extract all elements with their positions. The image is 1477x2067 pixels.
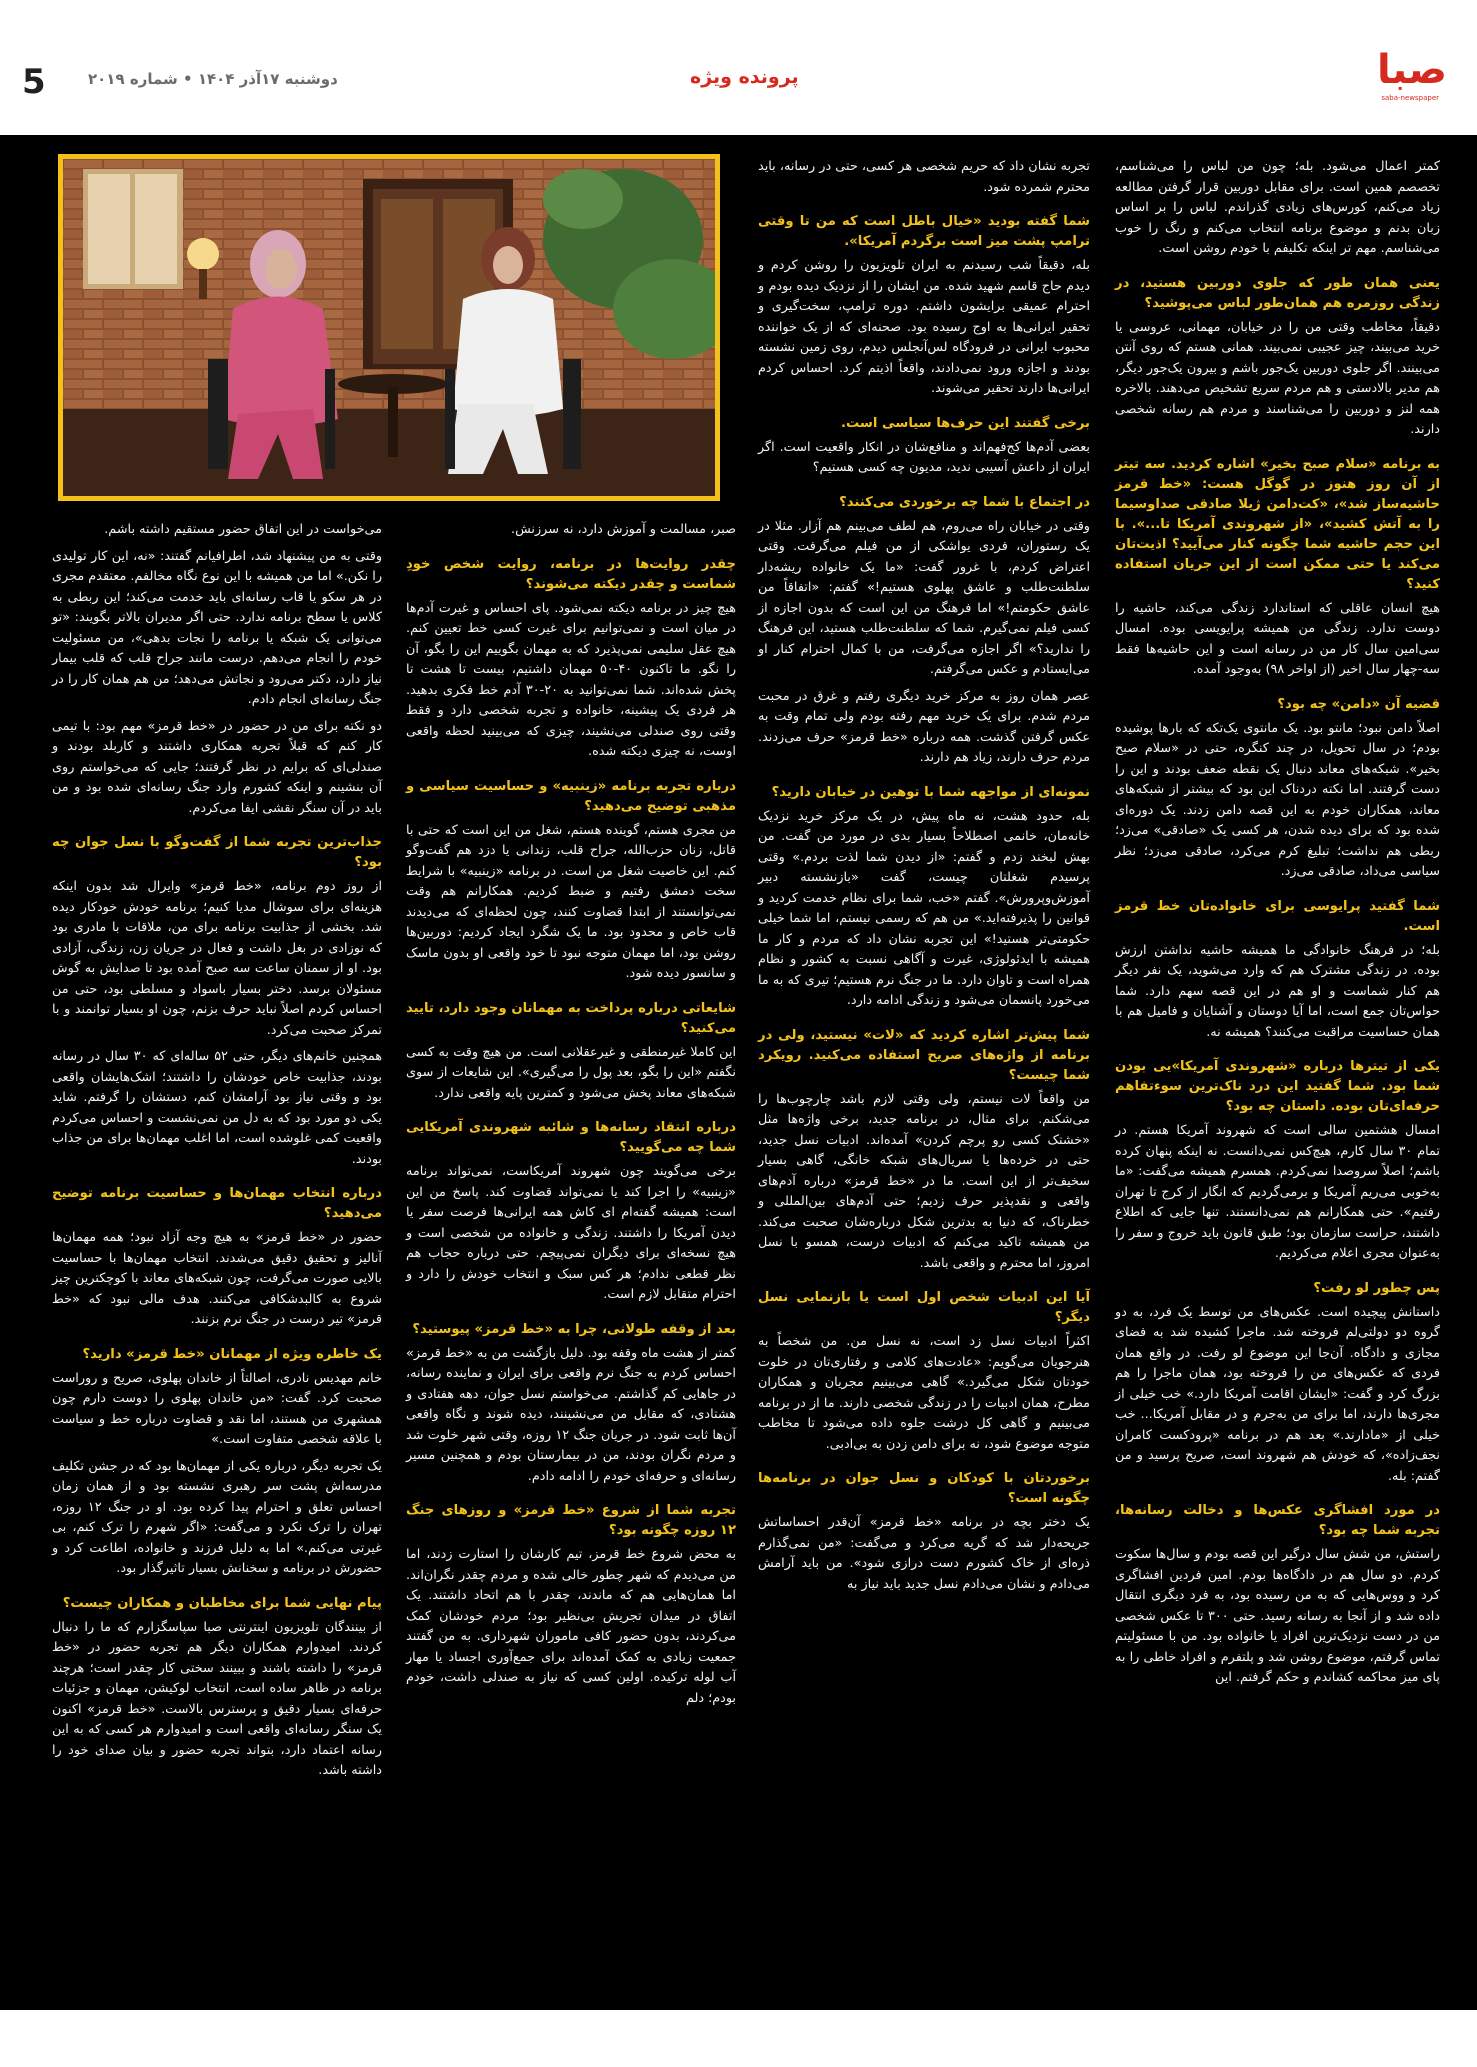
question-heading: یک خاطره ویژه از مهمانان «خط قرمز» دارید؟ — [82, 1346, 382, 1362]
question-heading: قضیه آن «دامن» چه بود؟ — [1277, 696, 1440, 712]
answer-paragraph: راستش، من شش سال درگیر این قصه بودم و سال‌ها سکوت کردم. دو سال هم در دادگاه‌ها بودم. امین فردین افشاگری کرد و ووس‌هایی که به من رسیده بود، به فرد دیگری انتقال داده شد و از آنجا به رسانه رسید. حتی ۳۰۰ تا عکس شخصی من در دست نزدیک‌ترین افراد یا خانواده بود. من با مسئولیتم تماس گرفتم، موضوع روشن شد و پلتفرم و افراد خاطی را به پای میز محاکمه کشاندم و حکم گرفتم. این — [1115, 1547, 1440, 1685]
question-heading: تجربه شما از شروع «خط قرمز» و روزهای جنگ ۱۲ روزه چگونه بود؟ — [406, 1503, 736, 1538]
answer-paragraph: وقتی در خیابان راه می‌روم، هم لطف می‌بینم هم آزار. مثلا در یک رستوران، فردی یواشکی از من فیلم می‌گرفت. وقتی اعتراض کردم، با غرور گفت: «ما یک خانواده ریشه‌دار سلطنت‌طلب و عاشق پهلوی هستیم!» گفتم: «اتفاقاً من عاشق حکومتم!» اما فرهنگ من این است که بدون اجازه از کسی فیلم نمی‌گیرم. شما که سلطنت‌طلب هستید، این فرهنگ را ندارید؟» اگر اجازه می‌گرفت، من با کمال احترام کنار او می‌ایستادم و عکس می‌گرفتم. — [758, 518, 1090, 677]
answer-paragraph: کمتر از هشت ماه وقفه بود. دلیل بازگشت من به «خط قرمز» احساس کردم به جنگ نرم واقعی برای ایران و نماینده رسانه، در جاهایی کم گذاشتم. می‌خواستم نسل جوان، دهه هفتادی و هشتادی، که مقابل من می‌نشینند، دیده شوند و نگاه واقعی آن‌ها ثابت شود. در جریان جنگ ۱۲ روزه، وقتی شهر خلوت شد و مردم نگران بودند، من در بیمارستان بودم و همچنین مسیر رسانه‌ای و حرفه‌ای خودم را ادامه دادم. — [406, 1345, 736, 1484]
article-column-1 — [1115, 157, 1440, 1972]
answer-paragraph: خانم مهدیس نادری، اصالتاً از خاندان پهلوی، صریح و روراست صحبت کرد. گفت: «من خاندان پهلوی را دوست دارم چون همشهری من هستند، اما نقد و قضاوت درباره خط و سیاست با علاقه شخصی متفاوت است.» — [52, 1370, 382, 1447]
answer-paragraph: از بینندگان تلویزیون اینترنتی صبا سپاسگزارم که ما را دنبال کردند. امیدوارم همکاران دیگر هم تجربه حضور در «خط قرمز» را داشته باشند و ببینند سختی کار چقدر است؛ هرچند برنامه در ظاهر ساده است، انتخاب لوکیشن، مهمان و جزئیات حرفه‌ای بسیار دقیق و پرسترس بالاست. «خط قرمز» اکنون یک سنگر رسانه‌ای واقعی است و امیدوارم هر کسی که به این رسانه اعتماد دارد، بتواند تجربه حضور و بیان صدای خود را داشته باشد. — [52, 1619, 382, 1778]
answer-paragraph: برخی می‌گویند چون شهروند آمریکاست، نمی‌تواند برنامه «زینبیه» را اجرا کند یا نمی‌تواند قضاوت کند. پاسخ من این است: همیشه گفته‌ام ای کاش همه ایرانی‌ها فرصت سفر یا دیدن آمریکا را داشتند. زندگی و خانواده من شخصی است و هیچ نسخه‌ای برای دیگران نمی‌پیچم. حتی درباره حجاب هم نظر قطعی ندادم؛ هر کس سبک و انتخاب خودش را دارد و احترام متقابل لازم است. — [406, 1164, 736, 1302]
article-column-2 — [758, 157, 1090, 1972]
newspaper-logo-subtitle: saba-newspaper — [1381, 94, 1439, 102]
answer-paragraph: بله، دقیقاً شب رسیدنم به ایران تلویزیون را روشن کردم و دیدم حاج قاسم شهید شده. من ایشان را از نزدیک دیده بودم و احترام عمیقی برایشون داشتم. دوره ترامپ، سخت‌گیری و تحقیر ایرانی‌ها به اوج رسیده بود. صحنه‌ای که از یک خواننده محبوب ایرانی در فرودگاه لس‌آنجلس دیدم، روی زمین نشسته بودند و اجازه ورود نمی‌دادند، واقعاً اذیتم کرد. احساس کردم ایرانی‌ها دارند تحقیر می‌شوند. — [758, 258, 1090, 396]
question-heading: شما گفته بودید «خیال باطل است که من تا وقتی ترامپ پشت میز است برگردم آمریکا». — [758, 214, 1090, 249]
question-heading: درباره انتخاب مهمان‌ها و حساسیت برنامه توضیح می‌دهید؟ — [52, 1186, 382, 1221]
question-heading: پیام نهایی شما برای مخاطبان و همکاران چیست؟ — [62, 1595, 382, 1611]
question-heading: شما گفتید پرایوسی برای خانواده‌تان خط قرمز است. — [1115, 898, 1440, 934]
answer-paragraph: دقیقاً، مخاطب وقتی من را در خیابان، مهمانی، عروسی یا خرید می‌بیند، چیز عجیبی نمی‌بیند. همانی هستم که روی آنتن می‌بینند. اگر جلوی دوربین یک‌جور باشم و بیرون یک‌جور دیگر، هم مدیر بالادستی و هم مردم سریع تشخیص می‌دهند. بالاخره همه لنز و دوربین را می‌شناسند و مردم هم رسانه شخصی دارند. — [1115, 319, 1440, 437]
question-heading: یکی از تیترها درباره «شهروندی آمریکا»یی بودن شما بود. شما گفتید این درد ناک‌ترین سوءتفاهم حرفه‌ای‌تان بوده. داستان چه بود؟ — [1115, 1059, 1440, 1114]
answer-paragraph: یک تجربه دیگر، درباره یکی از مهمان‌ها بود که در جشن تکلیف مدرسه‌اش پشت سر رهبری نشسته بود و از همان زمان احساس تعلق و احترام پیدا کرده بود. او در جنگ ۱۲ روزه، تهران را ترک نکرد و می‌گفت: «اگر شهرم را ترک کنم، بی غیرتی می‌کنم.» اما به دلیل فرزند و خانواده، اطاعت کرد و حضورش در برنامه و سخنانش بسیار تاثیرگذار بود. — [52, 1458, 382, 1576]
answer-paragraph: یک دختر بچه در برنامه «خط قرمز» آن‌قدر احساساتش جریحه‌دار شد که گریه می‌کرد و می‌گفت: «من نمی‌گذارم ذره‌ای از خاک کشورم دست درازی شود». من باید آرامش می‌دادم و نشان می‌دادم نسل جدید باید نیاز به — [758, 1515, 1090, 1592]
article-column-3 — [406, 520, 736, 1970]
section-title: پرونده ویژه — [690, 66, 799, 88]
question-heading: درباره انتقاد رسانه‌ها و شائبه شهروندی آمریکایی شما چه می‌گویید؟ — [406, 1120, 736, 1155]
question-heading: در اجتماع با شما چه برخوردی می‌کنند؟ — [839, 494, 1090, 510]
question-heading: برخی گفتند این حرف‌ها سیاسی است. — [840, 415, 1090, 431]
answer-paragraph: اکثراً ادبیات نسل زد است، نه نسل من. من شخصاً به هنرجویان می‌گویم: «عادت‌های کلامی و رفتاری‌تان در خلوت خودتان شکل می‌گیرد.» گاهی می‌بینیم مجریان و همکاران مطرح، همان ادبیات را در زندگی شخصی دارند. ما از در برنامه می‌بینیم و گاهی کل درشت جلوه داده می‌شود تا مخاطب متوجه موضوع شود، نه برای دامن زدن به بی‌ادبی. — [758, 1334, 1090, 1452]
answer-paragraph: این کاملا غیرمنطقی و غیرعقلانی است. من هیچ وقت به کسی نگفتم «این را بگو، بعد پول را می‌گیری». این شایعات از سوی شبکه‌های معاند پخش می‌شود و کمترین پایه واقعی ندارد. — [406, 1044, 736, 1101]
article-column-4 — [52, 520, 382, 1970]
answer-paragraph: امسال هشتمین سالی است که شهروند آمریکا هستم. در تمام ۳۰ سال کارم، هیچ‌کس نمی‌دانست. نه اینکه پنهان کرده باشم؛ اصلاً سروصدا نمی‌کردم. همسرم همیشه می‌گفت: «ما به‌خوبی می‌ریم آمریکا و برمی‌گردیم که انگار از کرج تا تهران رفتیم». حتی همکارانم هم نمی‌دانستند. تنها جایی که اطلاع داشتند، حراست سازمان بود؛ طبق قانون باید خروج و سفر را به‌عنوان مجری اعلام می‌کردیم. — [1115, 1123, 1440, 1261]
dateline: دوشنبه ۱۷آذر ۱۴۰۴ • شماره ۲۰۱۹ — [88, 70, 338, 88]
interview-scene-icon — [63, 159, 715, 496]
answer-paragraph: اصلاً دامن نبود؛ مانتو بود. یک مانتوی یک‌تکه که بارها پوشیده بودم؛ در سال تحویل، در چند کنگره، حتی در «سلام صبح بخیر». شبکه‌های معاند دنبال یک نقطه ضعف بودند و این را دست گرفتند. اما نکته دردناک این بود که بیشتر از شبکه‌های معاند، همکاران خودم به این قصه دامن زدند. یک دوره‌ای شده بود که برای دیده شدن، هر کسی یک «صادقی» می‌زد؛ ربطی هم نداشت؛ تبلیغ کرم می‌کرد، صادقی می‌زد؛ نظر سیاسی می‌داد، صادقی می‌زد. — [1115, 720, 1440, 879]
question-heading: پس چطور لو رفت؟ — [1313, 1280, 1440, 1296]
question-heading: برخوردتان با کودکان و نسل جوان در برنامه‌ها چگونه است؟ — [758, 1471, 1090, 1506]
newspaper-logo[interactable]: صبا — [1377, 47, 1447, 93]
answer-paragraph: من واقعاً لات نیستم، ولی وقتی لازم باشد چارچوب‌ها را می‌شکنم. برای مثال، در برنامه جدید، برخی واژه‌ها مثل «خشتک کسی رو پرچم کردن» آمده‌اند. ادبیات نسل جدید، حتی در خرده‌ها یا سریال‌های شبکه خانگی، گاهی بسیار سخیف‌تر از این است. ما در «خط قرمز» درباره آدم‌های واقعی و نقدپذیر حرف زدیم؛ حتی آدم‌های بین‌المللی و خطرناک، که دنیا به بدترین شکل درباره‌شان صحبت می‌کند. من همیشه تاکید می‌کنم که ادبیات درست، همسو با نسل امروز، اما محترم و واقعی باشد. — [758, 1091, 1090, 1271]
question-heading: در مورد افشاگری عکس‌ها و دخالت رسانه‌ها، تجربه شما چه بود؟ — [1115, 1503, 1440, 1538]
answer-paragraph: بعضی آدم‌ها کج‌فهم‌اند و منافع‌شان در انکار واقعیت است. اگر ایران از داعش آسیبی ندید، مدیون چه کسی هستیم؟ — [758, 439, 1090, 475]
question-heading: شایعاتی درباره پرداخت به مهمانان وجود دارد، تایید می‌کنید؟ — [406, 1000, 736, 1036]
answer-paragraph: بله، حدود هشت، نه ماه پیش، در یک مرکز خرید نزدیک خانه‌مان، خانمی اصطلاحاً بسیار بدی در مورد من گفت. من بهش لبخند زدم و گفتم: «از دیدن شما لذت بردم.» وقتی پرسیدم شغلتان چیست، گفت «بازنشسته دبیر آموزش‌وپرورش». گفتم «خب، شما برای نظام خدمت کردید و قوانین را پذیرفته‌اید.» من هم که رسمی نیستم، اما شما خیلی حکومتی‌تر هستید!» این تجربه نشان داد که مردم و کار ما همیشه با ایدئولوژی، غیرت و آگاهی نسبت به کشور و نظام همراه است و تاوان دارد. ما در جنگ نرم هستیم؛ تیری که به ما می‌خورد پانسمان می‌شود و زندگی ادامه دارد. — [758, 808, 1090, 1008]
question-heading: یعنی همان طور که جلوی دوربین هستید، در زندگی روزمره هم همان‌طور لباس می‌پوشید؟ — [1115, 275, 1440, 311]
page-footer — [0, 2010, 1477, 2067]
question-heading: آیا این ادبیات شخص اول است یا بازنمایی نسل دیگر؟ — [758, 1290, 1090, 1325]
interview-photo — [58, 154, 720, 501]
answer-paragraph: صبر، مسالمت و آموزش دارد، نه سرزنش. — [511, 522, 736, 537]
answer-paragraph: می‌خواست در این اتفاق حضور مستقیم داشته باشم. — [104, 522, 382, 537]
page-number: 5 — [22, 62, 46, 102]
answer-paragraph: دو نکته برای من در حضور در «خط قرمز» مهم بود: با تیمی کار کنم که قبلاً تجربه همکاری داشتند و کاربلد بودند و صندلی‌ای که برایم در نظر گرفتند؛ جایی که می‌خواستم روی آن بنشینم و اینکه کشورم وارد جنگ رسانه‌ای شده بود و من باید در آن سنگر نقشی ایفا می‌کردم. — [52, 718, 382, 816]
answer-paragraph: بله؛ در فرهنگ خانوادگی ما همیشه حاشیه نداشتن ارزش بوده. در زندگی مشترک هم که وارد می‌شوید، یک نفر دیگر هم کنار شماست و او هم در این قصه سهم دارد. شما حواس‌تان جمع است، اما آیا دوستان و آشنایان و فامیل هم با همان حساسیت مراقبت می‌کنند؟ همیشه نه. — [1115, 942, 1440, 1040]
answer-paragraph: کمتر اعمال می‌شود. بله؛ چون من لباس را می‌شناسم، تخصصم همین است. برای مقابل دوربین قرار گرفتن مطالعه زیاد می‌کنم، کورس‌های زیادی گذراندم. لباس را بر اساس زبان بدنم و موضوع برنامه انتخاب می‌کنم و رنگ را خوب می‌شناسم. مهم تر اینکه تکلیفم با خودم روشن است. — [1115, 159, 1440, 256]
answer-paragraph: حضور در «خط قرمز» به هیچ وجه آزاد نبود؛ همه مهمان‌ها آنالیز و تحقیق دقیق می‌شدند. انتخاب مهمان‌ها با حساسیت بالایی صورت می‌گرفت، چون شبکه‌های معاند با کوچکترین چیز شروع به کالبدشکافی می‌کنند. هدف مالی نبود که «خط قرمز» تیر درست در جنگ نرم بزنند. — [52, 1230, 382, 1327]
answer-paragraph: عصر همان روز به مرکز خرید دیگری رفتم و غرق در محبت مردم شدم. برای یک خرید مهم رفته بودم ولی تمام وقت به عکس گرفتن گذشت. همه درباره «خط قرمز» حرف می‌زدند. مردم حرف دارند، زیاد هم دارند. — [758, 688, 1090, 765]
question-heading: نمونه‌ای از مواجهه شما با توهین در خیابان دارید؟ — [771, 784, 1090, 800]
answer-paragraph: هیچ چیز در برنامه دیکته نمی‌شود. پای احساس و غیرت آدم‌ها در میان است و نمی‌توانیم برای غیرت کسی خط تعیین کنم. هیچ عقل سلیمی نمی‌پذیرد که به مهمان بگوییم این را بگو، آن را نگو. ما تاکنون ۴۰-۵۰ مهمان داشتیم، بیست تا هشت تا پخش شده‌اند. شما نمی‌توانید به ۲۰-۳۰ آدم خط فکری بدهید. هر فردی یک پیشینه، خانواده و تجربه شخصی دارد و فقط وقتی روی صندلی می‌نشیند، چیزی که می‌بینید لحظه واقعی اوست، نه چیزی دیکته شده. — [406, 600, 736, 759]
question-heading: شما پیش‌تر اشاره کردید که «لات» نیستید، ولی در برنامه از واژه‌های صریح استفاده می‌کنید. رویکرد شما چیست؟ — [758, 1027, 1090, 1083]
answer-paragraph: از روز دوم برنامه، «خط قرمز» وایرال شد بدون اینکه هزینه‌ای برای سوشال مدیا کنیم؛ برنامه خودش خودکار دیده شد. بخشی از جذابیت برنامه برای من، ملاقات با مادری بود که نوزادی در بغل داشت و فعال در جریان زن، زندگی، آزادی بود. او از سمنان ساعت سه صبح آمده بود تا صدایش به گوش مسئولان برسد. دختر بسیار باسواد و مسلطی بود، حتی من احساس کردم اصلاً نباید حرف بزنم، چون او بسیار توانمند و با تمرکز صحبت می‌کرد. — [52, 879, 382, 1038]
question-heading: به برنامه «سلام صبح بخیر» اشاره کردید. سه تیتر از آن روز هنوز در گوگل هست: «خط قرمز حاشیه‌ساز شد»، «کت‌دامن ژیلا صادقی صداوسیما را به آتش کشید»، «از شهروندی آمریکا تا...». با این حجم حاشیه شما چگونه کنار می‌آیید؟ اذیت‌تان می‌کند یا حتی ممکن است از این جریان استفاده کنید؟ — [1115, 456, 1440, 592]
answer-paragraph: همچنین خانم‌های دیگر، حتی ۵۲ ساله‌ای که ۳۰ سال در رسانه بودند، جذابیت خاص خودشان را داشتند؛ اشک‌هایشان واقعی بود و وقتی نیاز بود آرامشان کنم، دستشان را گرفتم. شاید یکی دو مورد بود که به دل من نمی‌نشست و احساس می‌کردم واقعیت کمی غلوشده است، اما اغلب مهمان‌ها برای من جذاب بودند. — [52, 1049, 382, 1167]
answer-paragraph: تجربه نشان داد که حریم شخصی هر کسی، حتی در رسانه، باید محترم شمرده شود. — [758, 159, 1090, 195]
answer-paragraph: وقتی به من پیشنهاد شد، اطرافیانم گفتند: «نه، این کار تولیدی را نکن.» اما من همیشه با این نوع نگاه مخالفم. معتقدم مجری در هر سکو یا قاب رسانه‌ای باید خدمت می‌کند؛ این ربطی به کلاس یا سطح برنامه ندارد. حتی اگر مدیران بالاتر بگویند: «تو می‌توانی یک شبکه یا برنامه را نجات بدهی»، من مسئولیت خودم را انجام می‌دهم. درست مانند جراح قلب که قلب بیمار نیاز دارد، دکتر می‌رود و نجاتش می‌دهد؛ من هم همان کار را در جنگ رسانه‌ای انجام دادم. — [52, 548, 382, 707]
question-heading: بعد از وقفه طولانی، چرا به «خط قرمز» پیوستید؟ — [412, 1321, 736, 1337]
question-heading: چقدر روایت‌ها در برنامه، روایت شخص خودِ شماست و چقدر دیکته می‌شوند؟ — [406, 556, 736, 592]
answer-paragraph: هیچ انسان عاقلی که استاندارد زندگی می‌کند، حاشیه را دوست ندارد. زندگی من همیشه پرایویسی بوده. امسال سی‌امین سال کار من در رسانه است و این حاشیه‌ها فقط سه-چهار سال اخیر (از اواخر ۹۸) به‌وجود آمده. — [1115, 600, 1440, 677]
answer-paragraph: من مجری هستم، گوینده هستم، شغل من این است که حتی با قاتل، زنان حزب‌الله، جراح قلب، زندانی یا دزد هم گفت‌وگو کنم. این خاصیت شغل من است. در برنامه «زینبیه» با شرایط سخت دمشق رفتیم و ضبط کردیم. همکارانم هم وقت نمی‌توانستند از ابتدا قضاوت کنند، چون لحظه‌ای که می‌دیدند قاب خاص و محدود بود. ما یک شگرد ایجاد کردیم: دوربین‌ها روشن بود، اما مهمان متوجه نبود تا خود واقعی او بدون ماسک و سانسور دیده شود. — [406, 822, 736, 981]
answer-paragraph: به محض شروع خط قرمز، تیم کارشان را استارت زدند، اما من می‌دیدم که شهر چطور خالی شده و مردم چقدر نگران‌اند. اما همان‌هایی هم که ماندند، چقدر با هم اتحاد داشتند. یک اتفاق در میدان تجریش بی‌نظیر بود؛ مردم خودشان کمک می‌کردند، بدون حضور کافی ماموران شهرداری. به من گفتند جمعیت زیادی به کمک آمده‌اند برای جمع‌آوری اجساد یا مهار آب لوله ترکیده. اولین کسی که نیاز به صندلی داشت، خودم بودم؛ دلم — [406, 1547, 736, 1706]
page-header — [0, 0, 1477, 135]
answer-paragraph: داستانش پیچیده است. عکس‌های من توسط یک فرد، به دو گروه دو دولتی‌لم فروخته شد. ماجرا کشیده شد به فضای مجازی و دادگاه. آن‌جا این موضوع لو رفت. در واقع همان فردی که عکس‌های من را فروخته بود، همان ماجرا را هم بزرگ کرد و گفت: «ایشان اقامت آمریکا دارد.» خب خیلی از مجری‌ها دارند، اما برای من به‌جرم و در مقابل آمریکا... خب خیلی از «مادارند.» بعد هم در برنامه «پرودکست کامران نجف‌زاده»، که خودش هم شهروند است، صریح پرسید و من گفتم: بله. — [1115, 1304, 1440, 1484]
question-heading: درباره تجربه برنامه «زینبیه» و حساسیت سیاسی و مذهبی توضیح می‌دهید؟ — [406, 778, 736, 814]
question-heading: جذاب‌ترین تجربه شما از گفت‌وگو با نسل جوان چه بود؟ — [52, 835, 382, 870]
